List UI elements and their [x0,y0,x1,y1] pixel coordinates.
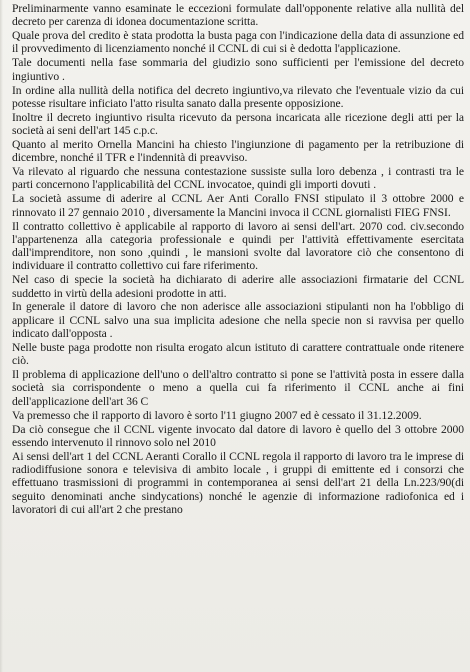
paragraph-merit-mancini: Quanto al merito Ornella Mancini ha chiesto l'ingiunzione di pagamento per la retribuzione di dicembre, nonché il TFR e l'indennità di preavviso. [12,137,464,165]
paragraph-decree-received: Inoltre il decreto ingiuntivo risulta ricevuto da persona incaricata alle ricezione degli atti per la società ai seni dell'art 145 c.p.c. [12,110,464,138]
paragraph-pay-slips: Nelle buste paga prodotte non risulta erogato alcun istituto di carattere contrattuale onde ritenere ciò. [12,340,464,368]
paragraph-documents-sufficient: Tale documenti nella fase sommaria del giudizio sono sufficienti per l'emissione del decreto ingiuntivo . [12,56,464,83]
paragraph-employer-obligation: In generale il datore di lavoro che non aderisce alle associazioni stipulanti non ha l'obbligo di applicare il CCNL salvo una sua implicita adesione che nella specie non si ravvisa per quello indicato dall'opposta . [12,300,464,341]
paragraph-proof-of-credit: Quale prova del credito è stata prodotta la busta paga con l'indicazione della data di assunzione ed il provvedimento di licenziamento nonché il CCNL di cui si è dedotta l'applicazione. [12,29,464,56]
paragraph-ccnl-in-force: Da ciò consegue che il CCNL vigente invocato dal datore di lavoro è quello del 3 ottobre 2000 essendo intervenuto il rinnovo solo nel 2010 [12,422,464,449]
paragraph-no-contestation: Va rilevato al riguardo che nessuna contestazione sussiste sulla loro debenza , i contrasti tra le parti concernono l'applicabilità del CCNL invocatoe, quindi gli importi dovuti . [12,165,464,192]
document-body [12,2,464,517]
paragraph-application-problem: Il problema di applicazione dell'uno o dell'altro contratto si pone se l'attività posta in essere dalla società sia corrispondente o meno a quella cui fa riferimento il CCNL anche ai fini dell'applicazione dell'art 36 C [12,368,464,408]
paragraph-collective-contract: Il contratto collettivo è applicabile al rapporto di lavoro ai sensi dell'art. 2070 cod. civ.secondo l'appartenenza alla categoria professionale e quindi per l'attività effettivamente esercitata dall'imprenditore, non sono ,quindi , le mansioni svolte dal lavoratore ciò che consentono di individuare il contratto collettivo cui fare riferimento. [12,219,464,273]
paragraph-preliminary-exceptions: Preliminarmente vanno esaminate le eccezioni formulate dall'opponente relative alla nullità del decreto per carenza di idonea documentazione scritta. [12,2,464,29]
paragraph-notification-nullity: In ordine alla nullità della notifica del decreto ingiuntivo,va rilevato che l'eventuale vizio da cui potesse risultare inficiato l'atto risulta sanato dalla presente opposizione. [12,83,464,110]
paragraph-case-specifics: Nel caso di specie la società ha dichiarato di aderire alle associazioni firmatarie del CCNL suddetto in virtù della adesioni prodotte in atti. [12,273,464,300]
paragraph-employment-dates: Va premesso che il rapporto di lavoro è sorto l'11 giugno 2007 ed è cessato il 31.12.2009. [12,408,422,422]
scan-edge-shadow [0,0,3,672]
paragraph-company-ccnl: La società assume di aderire al CCNL Aer Anti Corallo FNSI stipulato il 3 ottobre 2000 e rinnovato il 27 gennaio 2010 , diversamente la Mancini invoca il CCNL giornalisti FIEG FNSI. [12,192,464,219]
paragraph-art1-aeranti-corallo: Ai sensi dell'art 1 del CCNL Aeranti Corallo il CCNL regola il rapporto di lavoro tra le imprese di radiodiffusione sonora e televisiva di ambito locale , i gruppi di emittente ed i consorzi che effettuano trasmissioni di programmi in contemporanea ai sensi dell'art 21 della Ln.223/90(di seguito denominati anche sindycations) nonché le agenzie di informazione radiofonica ed i lavoratori di cui all'art 2 che prestano [12,449,464,516]
